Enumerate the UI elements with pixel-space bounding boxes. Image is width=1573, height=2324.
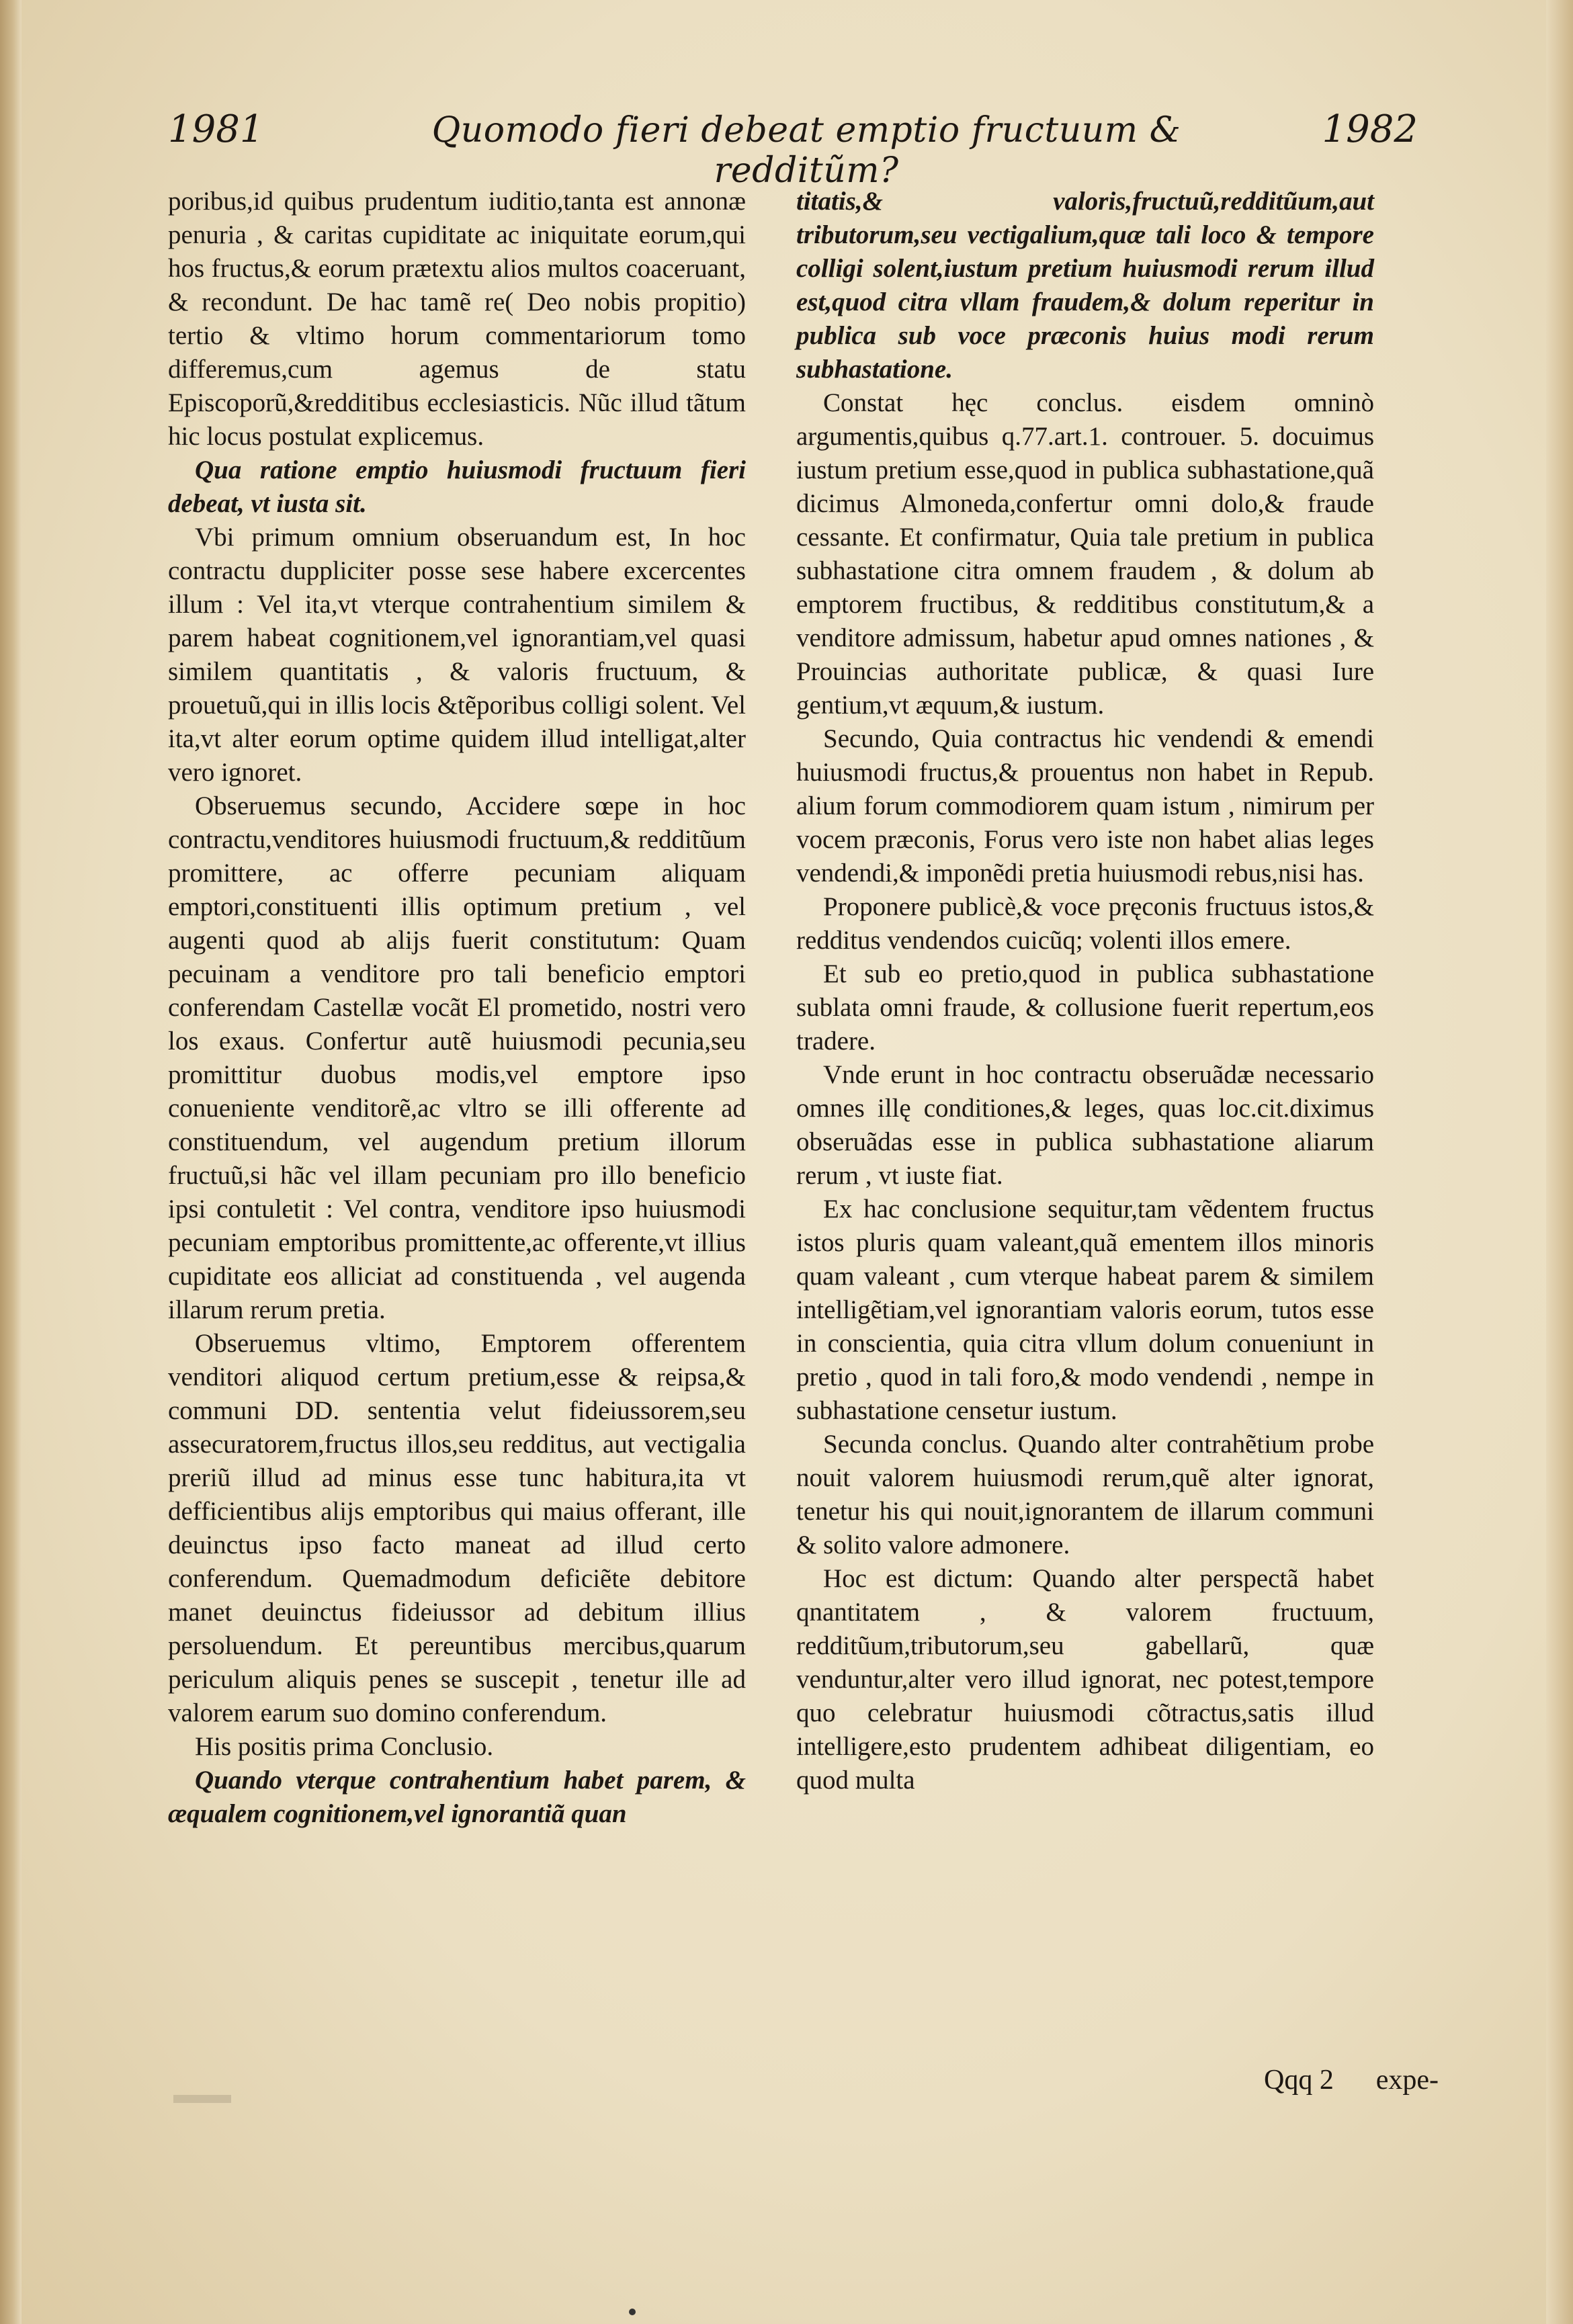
paragraph: Secundo, Quia contractus hic vendendi & emendi huiusmodi fructus,& prouentus non habet in Repub. alium forum commodiorem quam istum , nimirum per vocem præconis, Forus vero iste non habet alias leges vendendi,& imponẽdi pretia huiusmodi rebus,nisi has. — [796, 724, 1374, 888]
italic-heading: Qua ratione emptio huiusmodi fructuum fieri debeat, vt iusta sit. — [168, 456, 746, 518]
running-head — [168, 107, 1418, 191]
page-footer — [968, 2064, 1439, 2104]
right-column — [796, 185, 1374, 1797]
paragraph: Obseruemus secundo, Accidere sœpe in hoc contractu,venditores huiusmodi fructuum,& redditũum promittere, ac offerre pecuniam aliquam emptori,constituenti illis optimum pretium , vel augenti quod ab alijs fuerit constitutum: Quam pecuinam a venditore pro tali beneficio emptori conferendam Castellæ vocãt El prometido, nostri vero los exaus. Confertur autẽ huiusmodi pecunia,seu promittitur duobus modis,vel emptore ipso conueniente venditorẽ,ac vltro se illi offerente ad constituendum, vel augendum pretium illorum fructuũ,si hãc vel illam pecuniam pro illo beneficio ipsi contuletit : Vel contra, venditore ipso huiusmodi pecuniam emptoribus promittente,ac offerente,vt illius cupiditate eos alliciat ad constituenda , vel augenda illarum rerum pretia. — [168, 791, 746, 1324]
ink-blot — [173, 2095, 231, 2103]
paragraph: Secunda conclus. Quando alter contrahẽtium probe nouit valorem huiusmodi rerum,quẽ alter ignorat, tenetur his qui nouit,ignorantem de illarum communi & solito valore admonere. — [796, 1430, 1374, 1559]
page-edge — [1546, 0, 1573, 2324]
signature-mark: Qqq 2 — [1264, 2065, 1334, 2096]
paragraph: Constat hęc conclus. eisdem omninò argumentis,quibus q.77.art.1. controuer. 5. docuimus iustum pretium esse,quod in publica subhastatione,quã dicimus Almoneda,confertur omni dolo,& fraude cessante. Et confirmatur, Quia tale pretium in publica subhastatione citra omnem fraudem , & dolum ab emptorem fructibus, & redditibus constitutum,& a venditore admissum, habetur apud omnes nationes , & Prouincias authoritate publicæ, & quasi Iure gentium,vt æquum,& iustum. — [796, 388, 1374, 720]
page-number-right: 1982 — [1322, 107, 1418, 151]
ink-dot — [629, 2309, 636, 2315]
binding-gutter — [0, 0, 22, 2324]
catchword: expe- — [1375, 2065, 1439, 2096]
paragraph: Vnde erunt in hoc contractu obseruãdæ necessario omnes illę conditiones,& leges, quas loc.cit.diximus obseruãdas esse in publica subhastatione aliarum rerum , vt iuste fiat. — [796, 1060, 1374, 1190]
paragraph: Ex hac conclusione sequitur,tam vẽdentem fructus istos pluris quam valeant,quã ementem illos minoris quam valeant , cum vterque habeat parem & similem intelligẽtiam,vel ignorantiam valoris eorum, tutos esse in conscientia, quia citra vllum dolum conueniunt in pretio , quod in tali foro,& modo vendendi , nempe in subhastatione censetur iustum. — [796, 1195, 1374, 1425]
paragraph: Vbi primum omnium obseruandum est, In hoc contractu duppliciter posse sese habere excercentes illum : Vel ita,vt vterque contrahentium similem & parem habeat cognitionem,vel ignorantiam,vel quasi similem quantitatis , & valoris fructuum, & prouetuũ,qui in illis locis &tẽporibus colligi solent. Vel ita,vt alter eorum optime quidem illud intelligat,alter vero ignoret. — [168, 523, 746, 787]
paragraph: Hoc est dictum: Quando alter perspectã habet qnantitatem , & valorem fructuum, redditũum,tributorum,seu gabellarũ, quæ venduntur,alter vero illud ignorat, nec potest,tempore quo celebratur huiusmodi cõtractus,satis illud intelligere,esto prudentem adhibeat diligentiam, eo quod multa — [796, 1564, 1374, 1795]
italic-conclusion: titatis,& valoris,fructuũ,redditũum,aut tributorum,seu vectigalium,quæ tali loco & tempore colligi solent,iustum pretium huiusmodi rerum illud est,quod citra vllam fraudem,& dolum reperitur in publica sub voce præconis huius modi rerum subhastatione. — [796, 187, 1374, 384]
paragraph: poribus,id quibus prudentum iuditio,tanta est annonæ penuria , & caritas cupiditate ac iniquitate eorum,qui hos fructus,& eorum prætextu alios multos coaceruant, & recondunt. De hac tamẽ re( Deo nobis propitio) tertio & vltimo horum commentariorum tomo differemus,cum agemus de statu Episcoporũ,&redditibus ecclesiasticis. Nũc illud tãtum hic locus postulat explicemus. — [168, 187, 746, 451]
left-column — [168, 185, 746, 1831]
paragraph: Proponere publicè,& voce pręconis fructuus istos,& redditus vendendos cuicũq; volenti illos emere. — [796, 892, 1374, 955]
page-number-left: 1981 — [168, 107, 264, 151]
running-title: Quomodo fieri debeat emptio fructuum & redditũm? — [431, 110, 1181, 191]
paragraph: Et sub eo pretio,quod in publica subhastatione sublata omni fraude, & collusione fuerit repertum,eos tradere. — [796, 959, 1374, 1056]
italic-conclusion: Quando vterque contrahentium habet parem, & æqualem cognitionem,vel ignorantiã quan — [168, 1766, 746, 1828]
paragraph: Obseruemus vltimo, Emptorem offerentem venditori aliquod certum pretium,esse & reipsa,& communi DD. sententia velut fideiussorem,seu assecuratorem,fructus illos,seu redditus, aut vectigalia preriũ illud ad minus esse tunc habitura,ita vt defficientibus alijs emptoribus qui maius offerant, ille deuinctus ipso facto maneat ad illud certo conferendum. Quemadmodum deficiẽte debitore manet deuinctus fideiussor ad debitum illius persoluendum. Et pereuntibus mercibus,quarum periculum aliquis penes se suscepit , tenetur ille ad valorem earum suo domino conferendum. — [168, 1329, 746, 1727]
paragraph: His positis prima Conclusio. — [195, 1732, 494, 1761]
